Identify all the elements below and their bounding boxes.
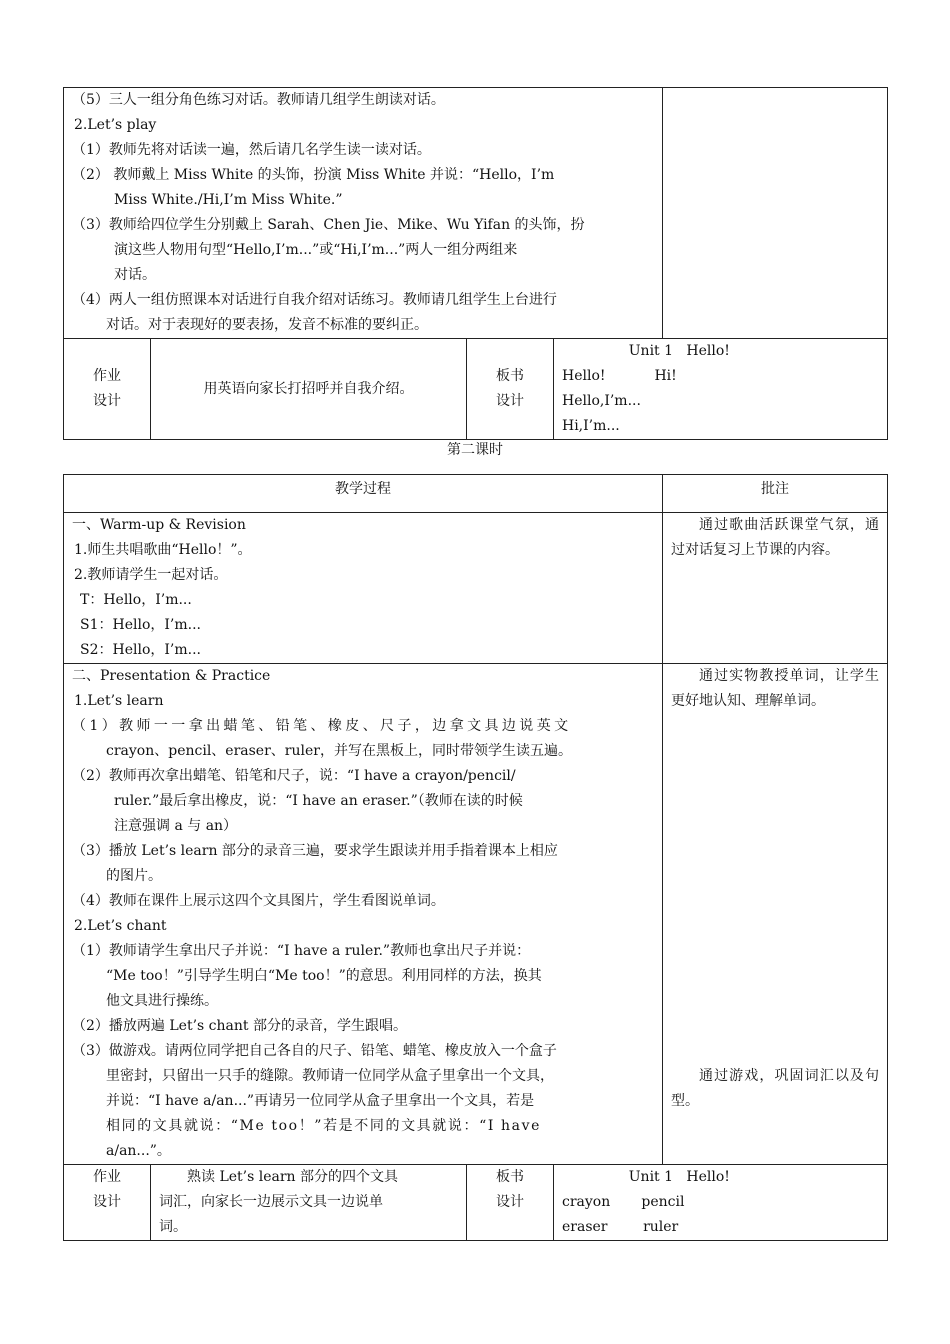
text-line: （1）教师先将对话读一遍，然后请几名学生读一读对话。 [72,142,431,158]
homework-label: 设计 [93,393,121,409]
text-line: （1）教师一一拿出蜡笔、铅笔、橡皮、尺子，边拿文具边说英文 [72,718,572,734]
text-line: （3）教师给四位学生分别戴上 Sarah、Chen Jie、Mike、Wu Yifan 的头饰，扮 [72,217,585,233]
warmup-cell [64,513,663,664]
board-line: Hello,I’m... [562,393,641,409]
game-note: 通过游戏，巩固词汇以及句型。 [671,1068,879,1109]
text-line: （1）教师请学生拿出尺子并说：“I have a ruler.”教师也拿出尺子并说： [72,943,531,959]
presentation-note-cell [663,664,888,1165]
text-line: ruler.”最后拿出橡皮，说：“I have an eraser.”（教师在读的时候 [114,793,523,809]
section-title: 第二课时 [447,442,503,458]
text-line: 注意强调 a 与 an） [114,818,238,834]
text-line: （5）三人一组分角色练习对话。教师请几组学生朗读对话。 [72,92,445,108]
homework-label-cell [64,1165,151,1241]
text-line: 2.Let’s chant [74,918,167,934]
homework-label: 作业 [93,368,121,384]
lesson2-table [63,474,888,1241]
board-line: Unit 1 Hello! [562,343,730,359]
header-notes: 批注 [761,481,789,497]
text-line: 1.师生共唱歌曲“Hello！”。 [74,542,252,558]
text-line: 1.Let’s learn [74,693,164,709]
text-line: 词。 [159,1219,187,1235]
homework-label: 作业 [93,1169,121,1185]
board-line: eraser ruler [562,1219,679,1235]
text-line: （2）播放两遍 Let’s chant 部分的录音，学生跟唱。 [72,1018,407,1034]
board-content-cell [554,1165,888,1241]
text-line: a/an...”。 [106,1143,171,1159]
text-line: （3）播放 Let’s learn 部分的录音三遍，要求学生跟读并用手指着课本上相应 [72,843,558,859]
text-line: 演这些人物用句型“Hello,I’m...”或“Hi,I’m...”两人一组分两组来 [114,242,518,258]
presentation-cell [64,664,663,1165]
text-line: （2） 教师戴上 Miss White 的头饰，扮演 Miss White 并说：“Hello，I’m [72,167,555,183]
homework-label-cell [64,339,151,440]
board-line: Hello! Hi! [562,368,677,384]
warmup-note-cell [663,513,888,664]
board-line: Unit 1 Hello! [562,1169,730,1185]
text-line: 熟读 Let’s learn 部分的四个文具 [187,1169,399,1185]
text-line: 2.Let’s play [74,117,157,133]
text-line: crayon、pencil、eraser、ruler，并写在黑板上，同时带领学生读五遍。 [106,743,572,759]
presentation-note: 通过实物教授单词，让学生更好地认知、理解单词。 [671,668,879,709]
board-label: 板书 [496,1169,524,1185]
homework-content-cell [151,1165,467,1241]
board-label-cell [467,1165,554,1241]
board-content-cell [554,339,888,440]
text-line: （3）做游戏。请两位同学把自己各自的尺子、铅笔、蜡笔、橡皮放入一个盒子 [72,1043,557,1059]
board-label: 设计 [496,393,524,409]
text-line: 相同的文具就说：“Me too！”若是不同的文具就说：“I have [106,1118,541,1134]
homework-content-cell [151,339,467,440]
text-line: “Me too！”引导学生明白“Me too！”的意思。利用同样的方法，换其 [106,968,542,984]
board-line: Hi,I’m... [562,418,620,434]
text-line: 一、Warm-up & Revision [72,517,246,533]
header-notes-cell [663,475,888,513]
lesson1-notes-cell [663,88,888,339]
warmup-note: 通过歌曲活跃课堂气氛，通过对话复习上节课的内容。 [671,517,879,558]
text-line: 并说：“I have a/an...”再请另一位同学从盒子里拿出一个文具，若是 [106,1093,535,1109]
text-line: 对话。 [114,267,156,283]
lesson1-table [63,87,888,440]
board-label: 设计 [496,1194,524,1210]
board-line: crayon pencil [562,1194,685,1210]
text-line: S1：Hello，I’m... [80,617,201,633]
homework-label: 设计 [93,1194,121,1210]
header-process: 教学过程 [335,481,391,497]
board-label: 板书 [496,368,524,384]
text-line: 对话。对于表现好的要表扬，发音不标准的要纠正。 [106,317,428,333]
lesson1-process-cell [64,88,663,339]
text-line: （2）教师再次拿出蜡笔、铅笔和尺子，说：“I have a crayon/pencil/ [72,768,516,784]
text-line: （4）两人一组仿照课本对话进行自我介绍对话练习。教师请几组学生上台进行 [72,292,557,308]
text-line: Miss White./Hi,I’m Miss White.” [114,192,343,208]
text-line: 词汇，向家长一边展示文具一边说单 [159,1194,383,1210]
text-line: 里密封，只留出一只手的缝隙。教师请一位同学从盒子里拿出一个文具， [106,1068,554,1084]
board-label-cell [467,339,554,440]
text-line: （4）教师在课件上展示这四个文具图片，学生看图说单词。 [72,893,445,909]
homework-text: 用英语向家长打招呼并自我介绍。 [203,380,414,397]
text-line: 二、Presentation & Practice [72,668,271,684]
text-line: S2：Hello，I’m... [80,642,201,658]
text-line: T：Hello，I’m... [80,592,192,608]
header-process-cell [64,475,663,513]
text-line: 2.教师请学生一起对话。 [74,567,228,583]
text-line: 的图片。 [106,868,162,884]
text-line: 他文具进行操练。 [106,993,218,1009]
